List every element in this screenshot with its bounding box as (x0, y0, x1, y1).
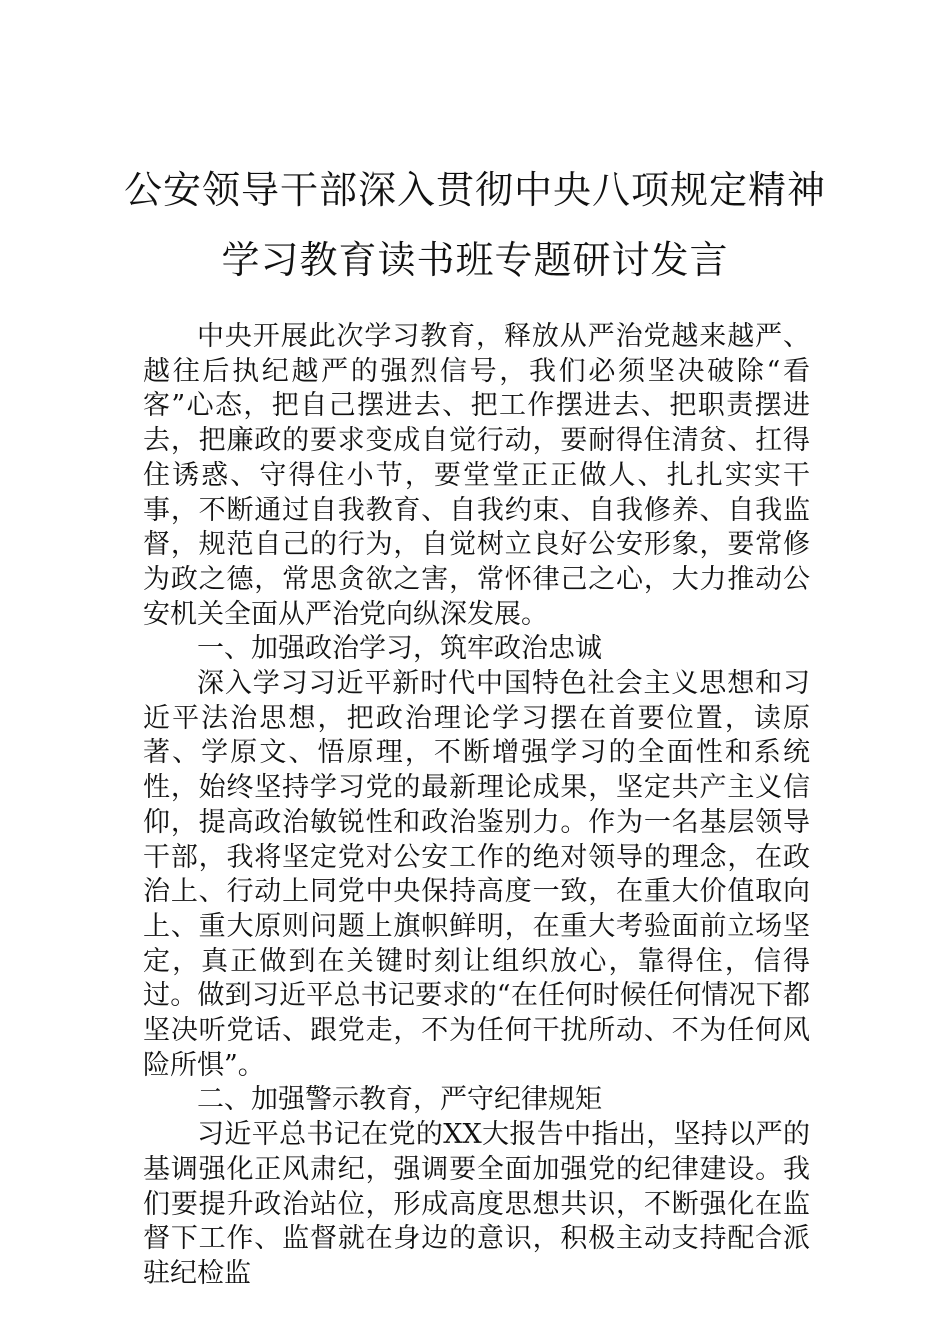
document-title-line-2: 学习教育读书班专题研讨发言 (221, 238, 729, 282)
document-title-line-1: 公安领导干部深入贯彻中央八项规定精神 (123, 168, 826, 212)
section-1-paragraph: 深入学习习近平新时代中国特色社会主义思想和习近平法治思想，把政治理论学习摆在首要位置，读原著、学原文、悟原理，不断增强学习的全面性和系统性，始终坚持学习党的最新理论成果，坚定共产主义信仰，提高政治敏锐性和政治鉴别力。作为一名基层领导干部，我将坚定党对公安工作的绝对领导的理念，在政治上、行动上同党中央保持高度一致，在重大价值取向上、重大原则问题上旗帜鲜明，在重大考验面前立场坚定，真正做到在关键时刻让组织放心，靠得住，信得过。做到习近平总书记要求的“在任何时候任何情况下都坚决听党话、跟党走，不为任何干扰所动、不为任何风险所惧”。 (143, 668, 810, 1081)
intro-paragraph: 中央开展此次学习教育，释放从严治党越来越严、越往后执纪越严的强烈信号，我们必须坚决破除“看客”心态，把自己摆进去、把工作摆进去、把职责摆进去，把廉政的要求变成自觉行动，要耐得住清贫、扛得住诱惑、守得住小节，要堂堂正正做人、扎扎实实干事，不断通过自我教育、自我约束、自我修养、自我监督，规范自己的行为，自觉树立良好公安形象，要常修为政之德，常思贪欲之害，常怀律己之心，大力推动公安机关全面从严治党向纵深发展。 (143, 321, 810, 630)
section-2-heading: 二、加强警示教育，严守纪律规矩 (197, 1084, 602, 1116)
document-body (143, 320, 810, 1292)
section-2-paragraph: 习近平总书记在党的XX大报告中指出，坚持以严的基调强化正风肃纪，强调要全面加强党的纪律建设。我们要提升政治站位，形成高度思想共识，不断强化在监督下工作、监督就在身边的意识，积极主动支持配合派驻纪检监 (143, 1119, 810, 1289)
section-1-heading: 一、加强政治学习，筑牢政治忠诚 (197, 633, 602, 665)
